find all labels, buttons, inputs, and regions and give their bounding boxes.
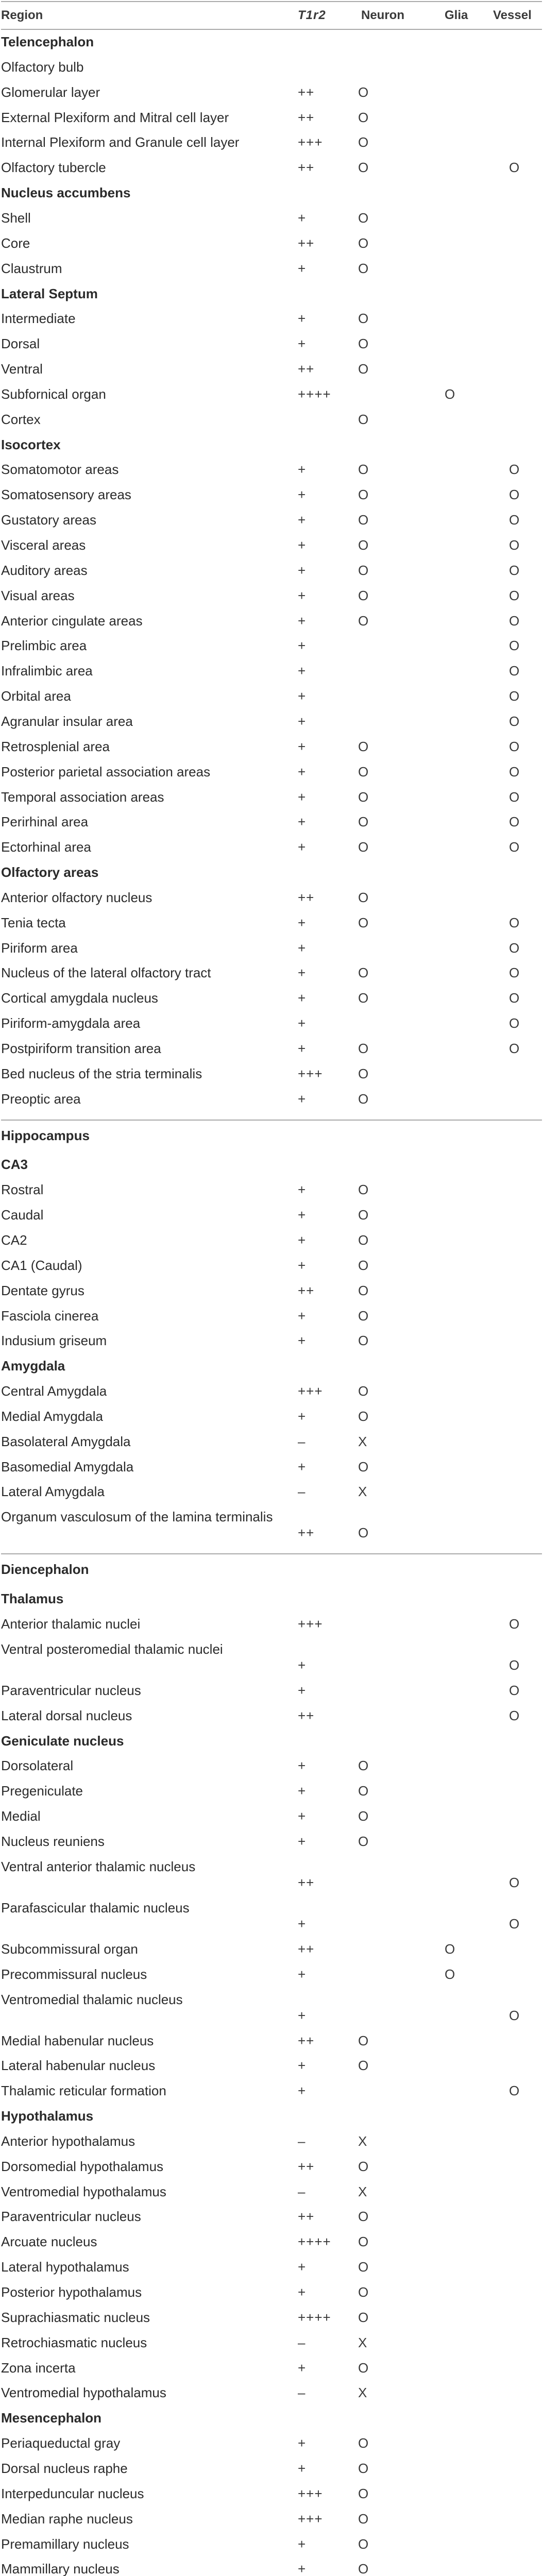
neuron-cell: O — [358, 1383, 369, 1399]
vessel-cell: O — [509, 839, 520, 855]
t1r2-cell: + — [298, 587, 307, 603]
t1r2-cell: + — [298, 1808, 307, 1824]
neuron-cell: O — [358, 1459, 369, 1475]
region-cell: Piriform-amygdala area — [1, 1015, 141, 1031]
neuron-cell: O — [358, 1041, 369, 1056]
neuron-cell: O — [358, 2058, 369, 2074]
t1r2-cell: + — [298, 764, 307, 779]
section-title: Hippocampus — [1, 1127, 90, 1143]
vessel-cell: O — [509, 713, 520, 729]
region-cell: Perirhinal area — [1, 814, 89, 830]
neuron-cell: O — [358, 1408, 369, 1424]
vessel-cell: O — [509, 613, 520, 629]
header-t1r2: T1r2 — [298, 8, 326, 22]
region-cell: Cortex — [1, 411, 41, 427]
neuron-cell: O — [358, 587, 369, 603]
t1r2-cell: ++ — [298, 2032, 315, 2048]
neuron-cell: O — [358, 134, 369, 150]
vessel-cell: O — [509, 462, 520, 478]
region-cell: Core — [1, 235, 30, 251]
neuron-cell: O — [358, 411, 369, 427]
region-cell: Anterior thalamic nuclei — [1, 1616, 141, 1632]
neuron-cell: O — [358, 2460, 369, 2476]
region-cell: Ventromedial thalamic nucleus — [1, 1991, 183, 2007]
region-cell: Visual areas — [1, 587, 75, 603]
t1r2-cell: + — [298, 260, 307, 276]
vessel-cell: O — [509, 1616, 520, 1632]
neuron-cell: O — [358, 1207, 369, 1223]
neuron-cell: O — [358, 109, 369, 125]
region-cell: Paraventricular nucleus — [1, 1682, 141, 1698]
t1r2-cell: +++ — [298, 1065, 323, 1081]
region-cell: Precommissural nucleus — [1, 1966, 147, 1982]
neuron-cell: O — [358, 1065, 369, 1081]
region-cell: Retrosplenial area — [1, 738, 110, 754]
region-cell: Fasciola cinerea — [1, 1308, 99, 1324]
neuron-cell: X — [358, 1484, 367, 1500]
region-cell: Mammillary nucleus — [1, 2561, 120, 2576]
subsection-title: Nucleus accumbens — [1, 185, 131, 201]
neuron-cell: O — [358, 160, 369, 176]
t1r2-cell: + — [298, 336, 307, 352]
neuron-cell: O — [358, 2158, 369, 2174]
vessel-cell: O — [509, 1874, 520, 1890]
t1r2-cell: + — [298, 663, 307, 679]
neuron-cell: O — [358, 1525, 369, 1541]
glia-cell: O — [445, 1941, 455, 1957]
region-cell: Agranular insular area — [1, 713, 133, 729]
t1r2-cell: – — [298, 2183, 306, 2199]
region-cell: Anterior cingulate areas — [1, 613, 143, 629]
subsection-title: Geniculate nucleus — [1, 1733, 124, 1749]
t1r2-cell: + — [298, 1232, 307, 1248]
vessel-cell: O — [509, 587, 520, 603]
region-cell: Thalamic reticular formation — [1, 2083, 166, 2099]
region-cell: Retrochiasmatic nucleus — [1, 2334, 147, 2350]
neuron-cell: O — [358, 2485, 369, 2501]
vessel-cell: O — [509, 965, 520, 981]
region-cell: Glomerular layer — [1, 84, 100, 100]
region-cell: Interpeduncular nucleus — [1, 2485, 144, 2501]
t1r2-cell: – — [298, 2385, 306, 2401]
section-rule — [1, 1120, 542, 1121]
neuron-cell: O — [358, 789, 369, 805]
region-cell: Tenia tecta — [1, 914, 66, 930]
region-cell: Claustrum — [1, 260, 62, 276]
t1r2-cell: ++ — [298, 1941, 315, 1957]
t1r2-cell: + — [298, 1041, 307, 1056]
region-cell: Orbital area — [1, 688, 71, 704]
neuron-cell: O — [358, 2561, 369, 2576]
t1r2-cell: + — [298, 1758, 307, 1774]
region-cell: Lateral habenular nucleus — [1, 2058, 156, 2074]
vessel-cell: O — [509, 487, 520, 503]
t1r2-cell: ++ — [298, 1282, 315, 1298]
region-cell: Periaqueductal gray — [1, 2435, 121, 2451]
neuron-cell: O — [358, 2284, 369, 2300]
neuron-cell: O — [358, 210, 369, 226]
t1r2-cell: + — [298, 1333, 307, 1349]
region-cell: Basolateral Amygdala — [1, 1433, 131, 1449]
t1r2-cell: + — [298, 462, 307, 478]
t1r2-cell: + — [298, 2561, 307, 2576]
section-rule — [1, 1553, 542, 1554]
region-cell: Dorsolateral — [1, 1758, 74, 1774]
t1r2-cell: + — [298, 2284, 307, 2300]
neuron-cell: O — [358, 537, 369, 553]
region-cell: Medial — [1, 1808, 41, 1824]
t1r2-cell: + — [298, 2058, 307, 2074]
region-cell: Gustatory areas — [1, 512, 96, 528]
subsection-title: Olfactory areas — [1, 865, 99, 880]
neuron-cell: O — [358, 990, 369, 1006]
vessel-cell: O — [509, 1657, 520, 1673]
t1r2-cell: ++ — [298, 1525, 315, 1541]
vessel-cell: O — [509, 562, 520, 578]
neuron-cell: O — [358, 2032, 369, 2048]
region-cell: Arcuate nucleus — [1, 2234, 97, 2250]
neuron-cell: O — [358, 2511, 369, 2527]
region-cell: Dorsal — [1, 336, 40, 352]
region-cell: Posterior parietal association areas — [1, 764, 211, 779]
region-cell: Dorsal nucleus raphe — [1, 2460, 128, 2476]
neuron-cell: O — [358, 1232, 369, 1248]
region-cell: Basomedial Amygdala — [1, 1459, 134, 1475]
t1r2-cell: ++ — [298, 160, 315, 176]
region-cell: Indusium griseum — [1, 1333, 107, 1349]
region-cell: Lateral hypothalamus — [1, 2259, 129, 2275]
neuron-cell: O — [358, 2435, 369, 2451]
region-cell: Paraventricular nucleus — [1, 2209, 141, 2225]
t1r2-cell: + — [298, 688, 307, 704]
t1r2-cell: + — [298, 210, 307, 226]
region-cell: Prelimbic area — [1, 638, 87, 654]
neuron-cell: O — [358, 487, 369, 503]
vessel-cell: O — [509, 2007, 520, 2023]
vessel-cell: O — [509, 1682, 520, 1698]
region-cell: Organum vasculosum of the lamina terminalis — [1, 1509, 273, 1525]
region-cell: Ventromedial hypothalamus — [1, 2183, 166, 2199]
neuron-cell: O — [358, 914, 369, 930]
vessel-cell: O — [509, 1916, 520, 1931]
t1r2-cell: ++++ — [298, 2309, 331, 2325]
neuron-cell: O — [358, 2309, 369, 2325]
glia-cell: O — [445, 386, 455, 402]
neuron-cell: O — [358, 738, 369, 754]
vessel-cell: O — [509, 160, 520, 176]
neuron-cell: O — [358, 1182, 369, 1198]
glia-cell: O — [445, 1966, 455, 1982]
region-cell: Ventral anterior thalamic nucleus — [1, 1858, 196, 1874]
neuron-cell: O — [358, 2234, 369, 2250]
t1r2-cell: + — [298, 990, 307, 1006]
t1r2-cell: + — [298, 965, 307, 981]
region-cell: Ventromedial hypothalamus — [1, 2385, 166, 2401]
region-cell: Pregeniculate — [1, 1783, 83, 1799]
table-header — [0, 7, 543, 23]
neuron-cell: O — [358, 1808, 369, 1824]
neuron-cell: X — [358, 1433, 367, 1449]
t1r2-cell: – — [298, 1484, 306, 1500]
t1r2-cell: + — [298, 1966, 307, 1982]
neuron-cell: O — [358, 562, 369, 578]
vessel-cell: O — [509, 512, 520, 528]
t1r2-cell: + — [298, 2259, 307, 2275]
vessel-cell: O — [509, 990, 520, 1006]
region-cell: Olfactory bulb — [1, 59, 84, 75]
region-cell: Olfactory tubercle — [1, 160, 106, 176]
region-cell: Anterior hypothalamus — [1, 2133, 135, 2149]
region-cell: Medial Amygdala — [1, 1408, 103, 1424]
neuron-cell: O — [358, 1833, 369, 1849]
t1r2-cell: +++ — [298, 2511, 323, 2527]
region-cell: Preoptic area — [1, 1091, 81, 1107]
neuron-cell: O — [358, 1333, 369, 1349]
region-cell: Somatomotor areas — [1, 462, 119, 478]
region-cell: Internal Plexiform and Granule cell layer — [1, 134, 240, 150]
t1r2-cell: + — [298, 1783, 307, 1799]
t1r2-cell: + — [298, 940, 307, 956]
t1r2-cell: + — [298, 2435, 307, 2451]
subsection-title: Thalamus — [1, 1591, 64, 1607]
t1r2-cell: + — [298, 1916, 307, 1931]
region-cell: Nucleus reuniens — [1, 1833, 105, 1849]
neuron-cell: O — [358, 965, 369, 981]
t1r2-cell: + — [298, 1657, 307, 1673]
t1r2-cell: + — [298, 1459, 307, 1475]
t1r2-cell: + — [298, 638, 307, 654]
t1r2-cell: + — [298, 1257, 307, 1273]
region-cell: Postpiriform transition area — [1, 1041, 161, 1056]
t1r2-cell: ++++ — [298, 2234, 331, 2250]
region-cell: Visceral areas — [1, 537, 86, 553]
region-cell: Subcommissural organ — [1, 1941, 138, 1957]
t1r2-cell: + — [298, 562, 307, 578]
neuron-cell: O — [358, 260, 369, 276]
region-cell: Premamillary nucleus — [1, 2536, 129, 2552]
neuron-cell: O — [358, 2259, 369, 2275]
subsection-title: Lateral Septum — [1, 285, 98, 301]
region-cell: Bed nucleus of the stria terminalis — [1, 1065, 202, 1081]
t1r2-cell: + — [298, 2536, 307, 2552]
region-cell: Somatosensory areas — [1, 487, 131, 503]
region-cell: Nucleus of the lateral olfactory tract — [1, 965, 211, 981]
neuron-cell: O — [358, 889, 369, 905]
t1r2-cell: – — [298, 1433, 306, 1449]
region-cell: External Plexiform and Mitral cell layer — [1, 109, 229, 125]
region-cell: Ventral — [1, 361, 43, 377]
neuron-cell: O — [358, 1758, 369, 1774]
neuron-cell: O — [358, 336, 369, 352]
t1r2-cell: ++ — [298, 2158, 315, 2174]
region-cell: Rostral — [1, 1182, 44, 1198]
neuron-cell: O — [358, 512, 369, 528]
t1r2-cell: +++ — [298, 134, 323, 150]
neuron-cell: O — [358, 1091, 369, 1107]
neuron-cell: O — [358, 814, 369, 830]
region-cell: CA1 (Caudal) — [1, 1257, 82, 1273]
header-glia: Glia — [445, 8, 468, 22]
region-cell: Anterior olfactory nucleus — [1, 889, 152, 905]
t1r2-cell: ++ — [298, 109, 315, 125]
t1r2-cell: + — [298, 1308, 307, 1324]
neuron-cell: X — [358, 2133, 367, 2149]
region-cell: Caudal — [1, 1207, 44, 1223]
t1r2-cell: + — [298, 537, 307, 553]
neuron-cell: O — [358, 1308, 369, 1324]
neuron-cell: O — [358, 361, 369, 377]
region-cell: Infralimbic area — [1, 663, 93, 679]
region-cell: Shell — [1, 210, 31, 226]
neuron-cell: X — [358, 2334, 367, 2350]
t1r2-cell: + — [298, 914, 307, 930]
t1r2-cell: ++ — [298, 889, 315, 905]
t1r2-cell: + — [298, 738, 307, 754]
t1r2-cell: + — [298, 1682, 307, 1698]
table-header-rule — [1, 29, 542, 30]
region-cell: Parafascicular thalamic nucleus — [1, 1900, 190, 1916]
t1r2-cell: + — [298, 1207, 307, 1223]
t1r2-cell: +++ — [298, 1616, 323, 1632]
t1r2-cell: + — [298, 512, 307, 528]
vessel-cell: O — [509, 663, 520, 679]
t1r2-cell: + — [298, 1182, 307, 1198]
subsection-title: Mesencephalon — [1, 2410, 102, 2426]
vessel-cell: O — [509, 688, 520, 704]
region-cell: Posterior hypothalamus — [1, 2284, 142, 2300]
region-cell: Medial habenular nucleus — [1, 2032, 154, 2048]
t1r2-cell: + — [298, 2360, 307, 2376]
neuron-cell: O — [358, 462, 369, 478]
t1r2-cell: + — [298, 713, 307, 729]
neuron-cell: O — [358, 1257, 369, 1273]
t1r2-cell: + — [298, 1408, 307, 1424]
vessel-cell: O — [509, 738, 520, 754]
subsection-title: CA3 — [1, 1157, 28, 1173]
t1r2-cell: +++ — [298, 2485, 323, 2501]
t1r2-cell: ++ — [298, 1874, 315, 1890]
t1r2-cell: – — [298, 2334, 306, 2350]
vessel-cell: O — [509, 638, 520, 654]
neuron-cell: O — [358, 2209, 369, 2225]
vessel-cell: O — [509, 789, 520, 805]
region-cell: Suprachiasmatic nucleus — [1, 2309, 150, 2325]
region-cell: Temporal association areas — [1, 789, 164, 805]
table-top-rule — [1, 1, 542, 2]
region-cell: Median raphe nucleus — [1, 2511, 133, 2527]
header-neuron: Neuron — [361, 8, 404, 22]
t1r2-cell: + — [298, 789, 307, 805]
region-cell: Central Amygdala — [1, 1383, 107, 1399]
t1r2-cell: ++ — [298, 361, 315, 377]
region-cell: CA2 — [1, 1232, 27, 1248]
t1r2-cell: + — [298, 1091, 307, 1107]
t1r2-cell: + — [298, 814, 307, 830]
vessel-cell: O — [509, 764, 520, 779]
neuron-cell: O — [358, 1783, 369, 1799]
t1r2-cell: + — [298, 487, 307, 503]
region-cell: Ectorhinal area — [1, 839, 91, 855]
region-cell: Intermediate — [1, 311, 76, 327]
t1r2-cell: + — [298, 311, 307, 327]
t1r2-cell: + — [298, 839, 307, 855]
vessel-cell: O — [509, 1015, 520, 1031]
neuron-cell: X — [358, 2385, 367, 2401]
neuron-cell: O — [358, 2360, 369, 2376]
t1r2-cell: – — [298, 2133, 306, 2149]
vessel-cell: O — [509, 1041, 520, 1056]
neuron-cell: O — [358, 1282, 369, 1298]
vessel-cell: O — [509, 1707, 520, 1723]
vessel-cell: O — [509, 2083, 520, 2099]
t1r2-cell: ++ — [298, 84, 315, 100]
neuron-cell: O — [358, 2536, 369, 2552]
region-cell: Cortical amygdala nucleus — [1, 990, 158, 1006]
t1r2-cell: ++ — [298, 235, 315, 251]
region-cell: Ventral posteromedial thalamic nuclei — [1, 1641, 223, 1657]
neuron-cell: O — [358, 764, 369, 779]
neuron-cell: O — [358, 311, 369, 327]
t1r2-cell: ++ — [298, 1707, 315, 1723]
t1r2-cell: + — [298, 1833, 307, 1849]
t1r2-cell: ++++ — [298, 386, 331, 402]
region-cell: Piriform area — [1, 940, 78, 956]
region-cell: Subfornical organ — [1, 386, 106, 402]
region-cell: Auditory areas — [1, 562, 88, 578]
vessel-cell: O — [509, 537, 520, 553]
section-title: Telencephalon — [1, 34, 94, 49]
region-cell: Dentate gyrus — [1, 1282, 84, 1298]
region-cell: Zona incerta — [1, 2360, 76, 2376]
neuron-cell: O — [358, 235, 369, 251]
vessel-cell: O — [509, 914, 520, 930]
region-cell: Dorsomedial hypothalamus — [1, 2158, 164, 2174]
vessel-cell: O — [509, 814, 520, 830]
neuron-cell: X — [358, 2183, 367, 2199]
vessel-cell: O — [509, 940, 520, 956]
t1r2-cell: ++ — [298, 2209, 315, 2225]
t1r2-cell: + — [298, 2460, 307, 2476]
region-cell: Lateral Amygdala — [1, 1484, 105, 1500]
neuron-cell: O — [358, 839, 369, 855]
subsection-title: Isocortex — [1, 436, 61, 452]
subsection-title: Amygdala — [1, 1358, 65, 1374]
header-region: Region — [1, 8, 43, 22]
t1r2-cell: + — [298, 2007, 307, 2023]
neuron-cell: O — [358, 84, 369, 100]
header-vessel: Vessel — [493, 8, 532, 22]
region-cell: Lateral dorsal nucleus — [1, 1707, 132, 1723]
subsection-title: Hypothalamus — [1, 2108, 94, 2124]
section-title: Diencephalon — [1, 1562, 89, 1578]
t1r2-cell: + — [298, 2083, 307, 2099]
t1r2-cell: + — [298, 1015, 307, 1031]
neuron-cell: O — [358, 613, 369, 629]
t1r2-cell: +++ — [298, 1383, 323, 1399]
t1r2-cell: + — [298, 613, 307, 629]
